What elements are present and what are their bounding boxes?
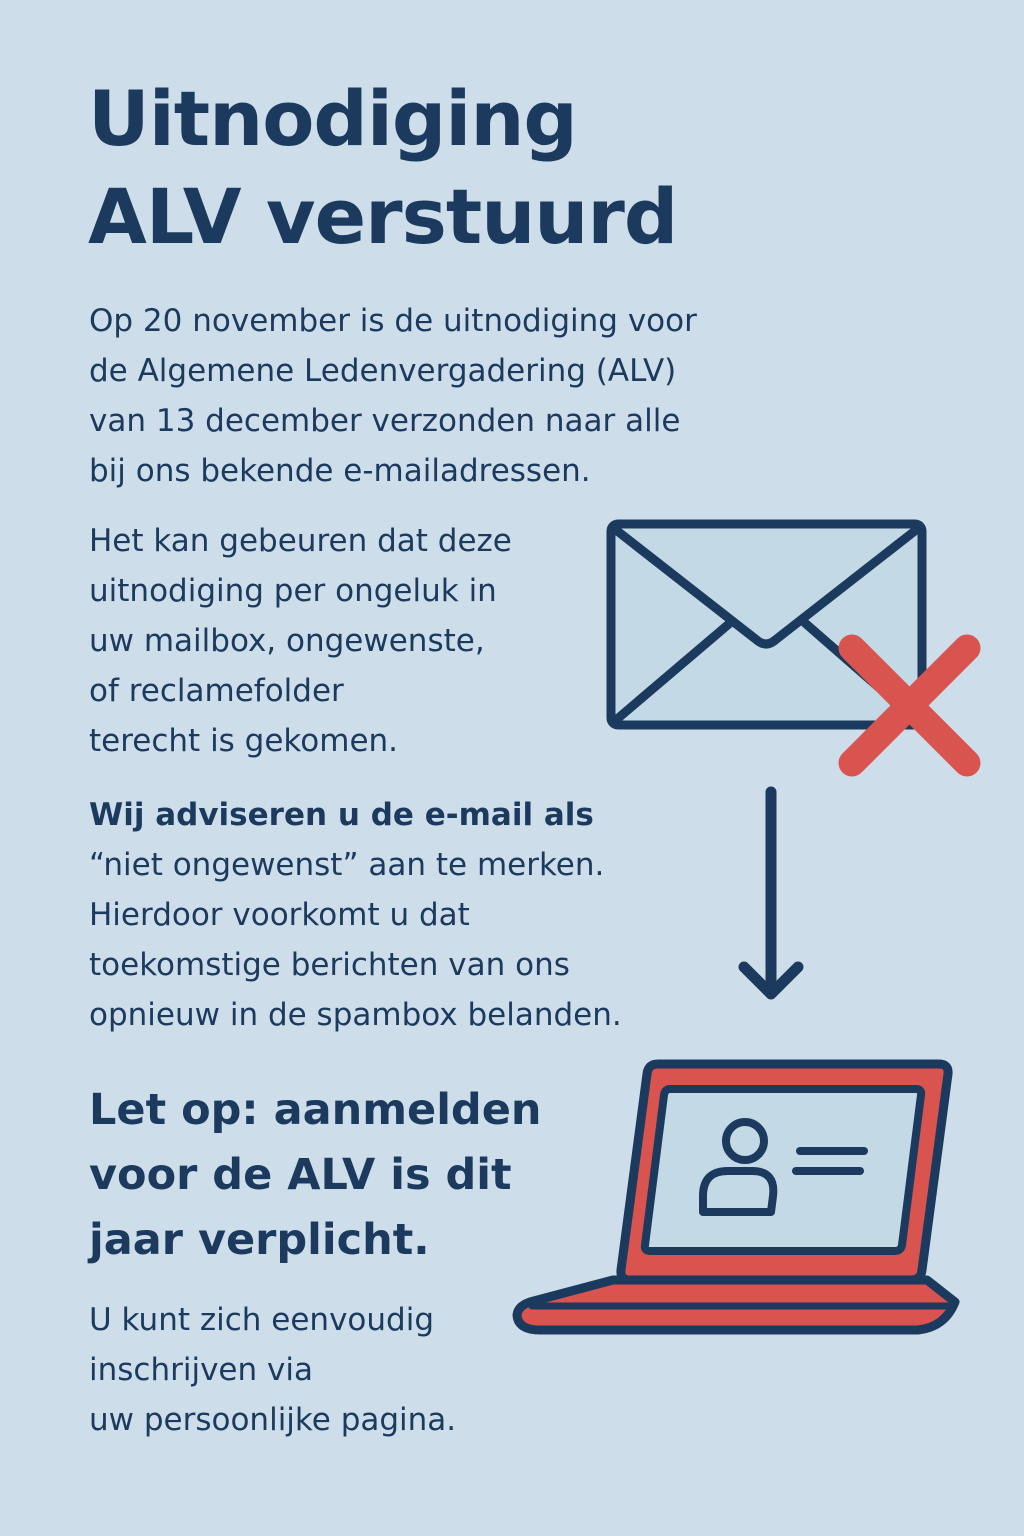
advice-paragraph bbox=[89, 790, 622, 1040]
spam-notice-line-2: uitnodiging per ongeluk in bbox=[89, 573, 497, 609]
intro-line-2: de Algemene Ledenvergadering (ALV) bbox=[89, 353, 677, 389]
spam-notice-line-4: of reclamefolder bbox=[89, 673, 344, 709]
title-line-2: ALV verstuurd bbox=[88, 172, 678, 261]
attention-line-2: voor de ALV is dit bbox=[89, 1150, 512, 1200]
advice-line-1: Wij adviseren u de e-mail als bbox=[89, 797, 594, 833]
spam-notice-line-3: uw mailbox, ongewenste, bbox=[89, 623, 485, 659]
intro-paragraph bbox=[89, 296, 697, 496]
advice-line-4: toekomstige berichten van ons bbox=[89, 947, 570, 983]
spam-notice-line-1: Het kan gebeuren dat deze bbox=[89, 523, 512, 559]
attention-line-3: jaar verplicht. bbox=[89, 1215, 430, 1265]
intro-line-1: Op 20 november is de uitnodiging voor bbox=[89, 303, 697, 339]
spam-notice-paragraph bbox=[89, 516, 512, 766]
registration-paragraph bbox=[89, 1295, 456, 1445]
registration-line-1: U kunt zich eenvoudig bbox=[89, 1302, 434, 1338]
attention-line-1: Let op: aanmelden bbox=[89, 1085, 542, 1135]
advice-line-2: “niet ongewenst” aan te merken. bbox=[89, 847, 605, 883]
intro-line-3: van 13 december verzonden naar alle bbox=[89, 403, 681, 439]
registration-line-3: uw persoonlijke pagina. bbox=[89, 1402, 457, 1438]
attention-heading bbox=[89, 1078, 542, 1273]
spam-notice-line-5: terecht is gekomen. bbox=[89, 723, 399, 759]
registration-line-2: inschrijven via bbox=[89, 1352, 313, 1388]
arrow-down-icon bbox=[730, 780, 820, 1010]
laptop-icon bbox=[505, 1050, 965, 1350]
envelope-icon bbox=[600, 512, 990, 787]
title-line-1: Uitnodiging bbox=[88, 74, 577, 163]
advice-line-3: Hierdoor voorkomt u dat bbox=[89, 897, 470, 933]
advice-line-5: opnieuw in de spambox belanden. bbox=[89, 997, 622, 1033]
page-title bbox=[88, 70, 848, 266]
intro-line-4: bij ons bekende e-mailadressen. bbox=[89, 453, 591, 489]
